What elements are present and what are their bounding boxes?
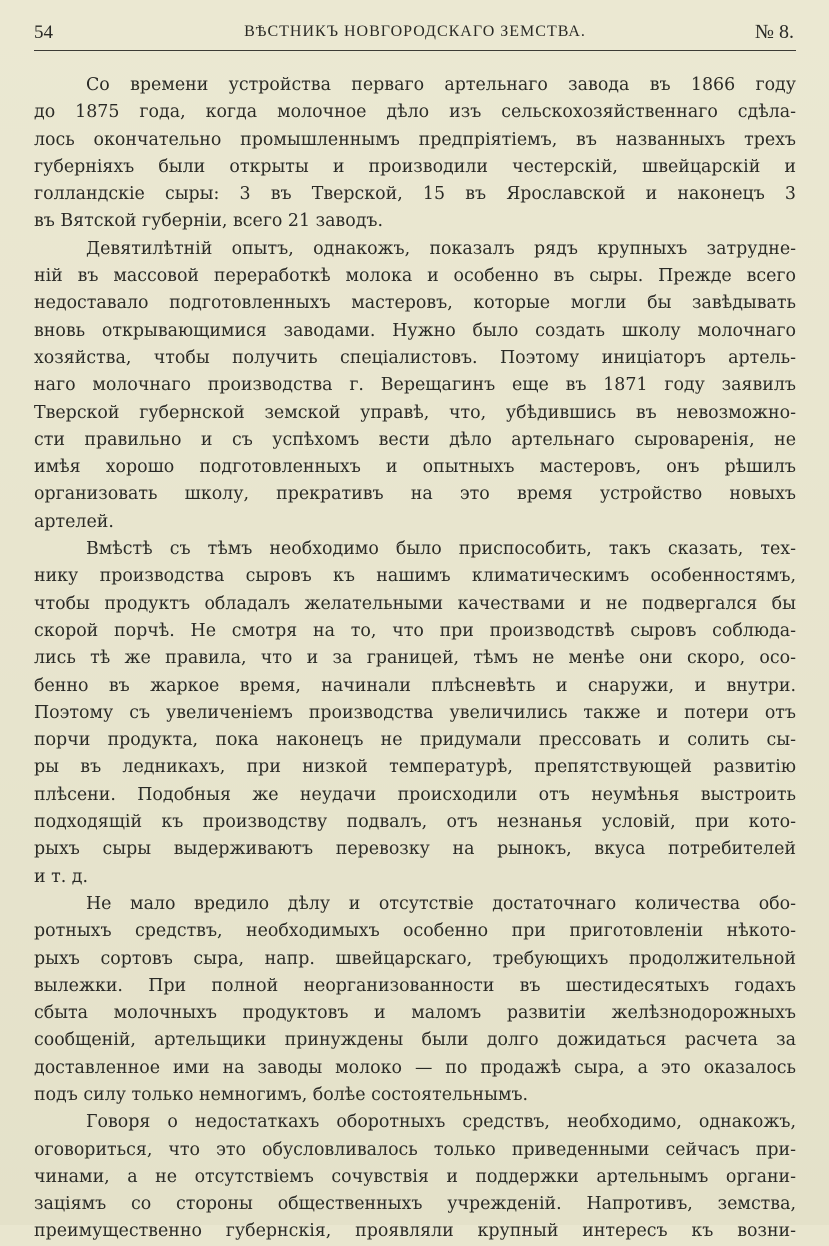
text-line: чинами, а не отсутствіемъ сочувствія и поддержки артельнымъ органи- — [34, 1166, 796, 1187]
text-line: Вмѣстѣ съ тѣмъ необходимо было приспособить, такъ сказать, тех- — [86, 539, 796, 560]
text-line: вновь открывающимися заводами. Нужно было создать школу молочнаго — [34, 320, 796, 341]
text-line: недоставало подготовленныхъ мастеровъ, которые могли бы завѣдывать — [34, 293, 796, 314]
issue-number: № 8. — [754, 21, 794, 43]
text-line: Тверской губернской земской управѣ, что, убѣдившись въ невозможно- — [34, 402, 796, 423]
text-line: Не мало вредило дѣлу и отсутствіе достаточнаго количества обо- — [86, 893, 796, 914]
text-line: заціямъ со стороны общественныхъ учрежденій. Напротивъ, земства, — [34, 1194, 796, 1215]
text-line: губерніяхъ были открыты и производили честерскій, швейцарскій и — [34, 156, 796, 177]
text-line: доставленное ими на заводы молоко — по продажѣ сыра, а это оказалось — [34, 1057, 796, 1078]
text-line: Поэтому съ увеличеніемъ производства увеличились также и потери отъ — [34, 702, 796, 723]
text-line: ротныхъ средствъ, необходимыхъ особенно при приготовленіи нѣкото- — [34, 921, 796, 942]
text-line: подходящій къ производству подвалъ, отъ незнанья условій, при кото- — [34, 812, 796, 833]
text-line: порчи продукта, пока наконецъ не придумали прессовать и солить сы- — [34, 730, 796, 751]
text-line: Говоря о недостаткахъ оборотныхъ средствъ, необходимо, однакожъ, — [86, 1112, 796, 1133]
text-line: ры въ ледникахъ, при низкой температурѣ, препятствующей развитію — [34, 757, 796, 778]
text-line: сообщеній, артельщики принуждены были долго дожидаться расчета за — [34, 1030, 796, 1051]
text-line: въ Вятской губерніи, всего 21 заводъ. — [34, 211, 383, 232]
text-line: бенно въ жаркое время, начинали плѣсневѣть и снаружи, и внутри. — [34, 675, 796, 696]
text-line: сти правильно и съ успѣхомъ вести дѣло артельнаго сыроваренія, не — [34, 429, 796, 450]
text-line: Со времени устройства перваго артельнаго завода въ 1866 году — [86, 75, 796, 95]
text-line: ній въ массовой переработкѣ молока и особенно въ сыры. Прежде всего — [34, 266, 796, 287]
text-line: артелей. — [34, 511, 114, 532]
text-line: подъ силу только немногимъ, болѣе состоятельнымъ. — [34, 1084, 529, 1105]
text-line: скорой порчѣ. Не смотря на то, что при производствѣ сыровъ соблюда- — [34, 620, 796, 641]
text-line: лось окончательно промышленнымъ предпріятіемъ, въ названныхъ трехъ — [34, 129, 796, 150]
page-number: 54 — [34, 22, 53, 43]
text-line: рыхъ сыры выдерживаютъ перевозку на рынокъ, вкуса потребителей — [34, 839, 796, 860]
text-line: имѣя хорошо подготовленныхъ и опытныхъ мастеровъ, онъ рѣшилъ — [34, 457, 796, 478]
body-text — [34, 72, 796, 1246]
text-line: хозяйства, чтобы получить спеціалистовъ. Поэтому иниціаторъ артель- — [34, 347, 796, 368]
text-line: наго молочнаго производства г. Верещагинъ еще въ 1871 году заявилъ — [34, 375, 796, 396]
text-line: вылежки. При полной неорганизованности въ шестидесятыхъ годахъ — [34, 975, 796, 996]
text-line: до 1875 года, когда молочное дѣло изъ сельскохозяйственнаго сдѣла- — [34, 102, 796, 123]
text-line: оговориться, что это обусловливалось только приведенными сейчасъ при- — [34, 1139, 796, 1160]
journal-title: ВѢСТНИКЪ НОВГОРОДСКАГО ЗЕМСТВА. — [244, 23, 586, 40]
text-line: лись тѣ же правила, что и за границей, тѣмъ не менѣе они скоро, осо- — [34, 648, 796, 669]
running-header — [34, 18, 796, 51]
text-line: и т. д. — [34, 866, 89, 887]
text-line: голландскіе сыры: 3 въ Тверской, 15 въ Ярославской и наконецъ 3 — [34, 184, 796, 205]
text-line: рыхъ сортовъ сыра, напр. швейцарскаго, требующихъ продолжительной — [34, 948, 796, 969]
text-line: чтобы продуктъ обладалъ желательными качествами и не подвергался бы — [34, 593, 796, 614]
text-line: плѣсени. Подобныя же неудачи происходили отъ неумѣнья выстроить — [34, 784, 796, 805]
text-line: нику производства сыровъ къ нашимъ климатическимъ особенностямъ, — [34, 566, 796, 587]
text-line: сбыта молочныхъ продуктовъ и маломъ развитіи желѣзнодорожныхъ — [34, 1003, 796, 1024]
text-line: преимущественно губернскія, проявляли крупный интересъ къ возни- — [34, 1221, 796, 1242]
text-line: организовать школу, прекративъ на это время устройство новыхъ — [34, 484, 796, 505]
text-line: Девятилѣтній опытъ, однакожъ, показалъ рядъ крупныхъ затрудне- — [86, 238, 796, 259]
